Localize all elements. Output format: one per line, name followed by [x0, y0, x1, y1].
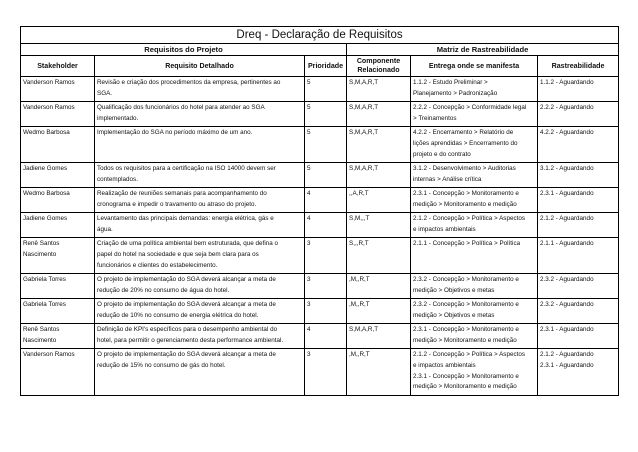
cell-entrega	[411, 102, 538, 127]
requisito-line: cronograma e impedir o travamento ou atraso do projeto.	[97, 200, 257, 208]
requisito-line: redução de 20% no consumo de água do hotel.	[97, 286, 230, 294]
entrega-line: 2.3.1 - Concepção > Monitoramento e	[413, 372, 519, 380]
rastreabilidade-line: 2.1.1 - Aguardando	[540, 240, 594, 247]
cell-rastreabilidade	[538, 127, 619, 163]
entrega-line: 2.3.1 - Concepção > Monitoramento e	[413, 326, 519, 333]
stakeholder-line: Vanderson Ramos	[23, 351, 75, 358]
entrega-line: 2.1.2 - Concepção > Política > Aspectos	[413, 351, 526, 358]
entrega-line: 2.3.2 - Concepção > Monitoramento e	[413, 276, 519, 283]
cell-stakeholder	[21, 238, 95, 274]
cell-rastreabilidade	[538, 324, 619, 349]
cell-stakeholder	[21, 349, 95, 396]
entrega-line: internas > Análise crítica	[413, 175, 482, 183]
cell-prioridade: 3	[305, 238, 347, 274]
cell-rastreabilidade	[538, 188, 619, 213]
entrega-line: lições aprendidas > Encerramento do	[413, 139, 518, 147]
table-row	[21, 238, 619, 274]
group-header-requisitos: Requisitos do Projeto	[21, 44, 347, 56]
cell-prioridade: 3	[305, 299, 347, 324]
cell-prioridade: 5	[305, 77, 347, 102]
cell-requisito	[95, 163, 305, 188]
table-row	[21, 102, 619, 127]
cell-componente: S,,,R,T	[347, 238, 411, 274]
cell-entrega	[411, 163, 538, 188]
cell-prioridade: 5	[305, 102, 347, 127]
cell-requisito	[95, 77, 305, 102]
stakeholder-line: Gabriela Torres	[23, 301, 66, 308]
cell-stakeholder	[21, 102, 95, 127]
stakeholder-line: Jadiene Gomes	[23, 215, 68, 222]
cell-rastreabilidade	[538, 102, 619, 127]
cell-entrega	[411, 324, 538, 349]
stakeholder-line: Vanderson Ramos	[23, 104, 75, 111]
requisito-line: Criação de uma política ambiental bem estruturada, que defina o	[97, 240, 278, 247]
cell-componente: ,M,,R,T	[347, 349, 411, 396]
stakeholder-line: Vanderson Ramos	[23, 79, 75, 86]
cell-componente: S,M,A,R,T	[347, 324, 411, 349]
cell-entrega	[411, 127, 538, 163]
cell-stakeholder	[21, 324, 95, 349]
rastreabilidade-line: 2.3.2 - Aguardando	[540, 301, 594, 308]
cell-stakeholder	[21, 274, 95, 299]
stakeholder-line: Wedmo Barbosa	[23, 129, 70, 136]
entrega-line: medição > Monitoramento e medição	[413, 383, 517, 391]
cell-stakeholder	[21, 163, 95, 188]
rastreabilidade-line: 3.1.2 - Aguardando	[540, 165, 594, 172]
cell-prioridade: 5	[305, 127, 347, 163]
cell-requisito	[95, 274, 305, 299]
requisito-line: redução de 10% no consumo de energia elétrica do hotel.	[97, 311, 259, 319]
entrega-line: 3.1.2 - Desenvolvimento > Auditorias	[413, 165, 516, 172]
rastreabilidade-line: 2.3.1 - Aguardando	[540, 361, 594, 369]
table-row	[21, 77, 619, 102]
requisito-line: O projeto de implementação do SGA deverá alcançar a meta de	[97, 276, 276, 283]
requisito-line: SGA.	[97, 89, 113, 97]
stakeholder-line: Gabriela Torres	[23, 276, 66, 283]
cell-prioridade: 3	[305, 274, 347, 299]
requisito-line: Realização de reuniões semanais para acompanhamento do	[97, 190, 267, 197]
cell-requisito	[95, 102, 305, 127]
table-row	[21, 299, 619, 324]
entrega-line: 2.3.1 - Concepção > Monitoramento e	[413, 190, 519, 197]
cell-prioridade: 3	[305, 349, 347, 396]
col-header-componente	[347, 56, 411, 77]
col-header-componente-line: Relacionado	[357, 66, 400, 74]
table-row	[21, 188, 619, 213]
cell-requisito	[95, 349, 305, 396]
cell-rastreabilidade	[538, 299, 619, 324]
col-header-rastreabilidade: Rastreabilidade	[538, 56, 619, 77]
cell-stakeholder	[21, 127, 95, 163]
cell-stakeholder	[21, 77, 95, 102]
requirements-sheet	[20, 26, 618, 396]
entrega-line: e impactos ambientais	[413, 361, 476, 369]
cell-componente: ,M,,R,T	[347, 299, 411, 324]
cell-rastreabilidade	[538, 213, 619, 238]
entrega-line: 2.3.2 - Concepção > Monitoramento e	[413, 301, 519, 308]
rastreabilidade-line: 2.1.2 - Aguardando	[540, 215, 594, 222]
requisito-line: água.	[97, 225, 113, 233]
table-row	[21, 163, 619, 188]
requisito-line: papel do hotel na sociedade e que seja bem clara para os	[97, 250, 259, 258]
cell-entrega	[411, 238, 538, 274]
entrega-line: Planejamento > Padronização	[413, 89, 498, 97]
stakeholder-line: Nascimento	[23, 250, 57, 258]
stakeholder-line: Wedmo Barbosa	[23, 190, 70, 197]
entrega-line: 1.1.2 - Estudo Preliminar >	[413, 79, 488, 86]
cell-entrega	[411, 213, 538, 238]
cell-entrega	[411, 274, 538, 299]
cell-rastreabilidade	[538, 238, 619, 274]
cell-rastreabilidade	[538, 349, 619, 396]
entrega-line: medição > Objetivos e metas	[413, 311, 495, 319]
cell-componente: S,M,A,R,T	[347, 77, 411, 102]
requisito-line: Implementação do SGA no período máximo de um ano.	[97, 129, 253, 136]
rastreabilidade-line: 2.3.1 - Aguardando	[540, 190, 594, 197]
cell-rastreabilidade	[538, 163, 619, 188]
cell-entrega	[411, 188, 538, 213]
cell-rastreabilidade	[538, 274, 619, 299]
col-header-stakeholder: Stakeholder	[21, 56, 95, 77]
cell-componente: S,M,A,R,T	[347, 127, 411, 163]
cell-requisito	[95, 238, 305, 274]
requisito-line: Revisão e criação dos procedimentos da empresa, pertinentes ao	[97, 79, 281, 86]
cell-requisito	[95, 324, 305, 349]
rastreabilidade-line: 1.1.2 - Aguardando	[540, 79, 594, 86]
col-header-requisito: Requisito Detalhado	[95, 56, 305, 77]
entrega-line: 2.1.1 - Concepção > Política > Política	[413, 240, 521, 247]
cell-stakeholder	[21, 188, 95, 213]
cell-requisito	[95, 188, 305, 213]
cell-requisito	[95, 299, 305, 324]
table-row	[21, 274, 619, 299]
rastreabilidade-line: 4.2.2 - Aguardando	[540, 129, 594, 136]
requisito-line: contemplados.	[97, 175, 138, 183]
entrega-line: e impactos ambientais	[413, 225, 476, 233]
rastreabilidade-line: 2.1.2 - Aguardando	[540, 351, 594, 358]
rastreabilidade-line: 2.3.1 - Aguardando	[540, 326, 594, 333]
requirements-table	[20, 26, 619, 396]
requisito-line: Definição de KPI's específicos para o desempenho ambiental do	[97, 326, 278, 333]
cell-stakeholder	[21, 299, 95, 324]
document-title: Dreq - Declaração de Requisitos	[21, 27, 619, 44]
cell-componente: S,M,A,R,T	[347, 163, 411, 188]
group-header-matriz: Matriz de Rastreabilidade	[347, 44, 619, 56]
cell-requisito	[95, 127, 305, 163]
cell-stakeholder	[21, 213, 95, 238]
requisito-line: hotel, para permitir o gerenciamento desta performance ambiental.	[97, 336, 284, 344]
cell-entrega	[411, 299, 538, 324]
entrega-line: projeto e do contrato	[413, 150, 471, 158]
entrega-line: medição > Monitoramento e medição	[413, 336, 517, 344]
cell-componente: S,M,A,R,T	[347, 102, 411, 127]
requisito-line: redução de 15% no consumo de gás do hotel.	[97, 361, 226, 369]
cell-prioridade: 4	[305, 213, 347, 238]
col-header-prioridade: Prioridade	[305, 56, 347, 77]
cell-entrega	[411, 77, 538, 102]
requisito-line: Todos os requisitos para a certificação na ISO 14000 devem ser	[97, 165, 276, 172]
table-row	[21, 127, 619, 163]
entrega-line: medição > Objetivos e metas	[413, 286, 495, 294]
requisito-line: funcionários e clientes do estabelecimento.	[97, 261, 218, 269]
cell-prioridade: 4	[305, 188, 347, 213]
stakeholder-line: Renê Santos	[23, 326, 60, 333]
cell-componente: S,M,,,T	[347, 213, 411, 238]
cell-requisito	[95, 213, 305, 238]
stakeholder-line: Nascimento	[23, 336, 57, 344]
stakeholder-line: Renê Santos	[23, 240, 60, 247]
rastreabilidade-line: 2.2.2 - Aguardando	[540, 104, 594, 111]
table-body	[21, 77, 619, 396]
table-row	[21, 213, 619, 238]
entrega-line: 4.2.2 - Encerramento > Relatório de	[413, 129, 514, 136]
cell-rastreabilidade	[538, 77, 619, 102]
cell-entrega	[411, 349, 538, 396]
cell-prioridade: 5	[305, 163, 347, 188]
col-header-componente-line: Componente	[356, 57, 401, 65]
entrega-line: 2.2.2 - Concepção > Conformidade legal	[413, 104, 527, 111]
requisito-line: Qualificação dos funcionários do hotel para atender ao SGA	[97, 104, 265, 111]
table-row	[21, 324, 619, 349]
cell-prioridade: 4	[305, 324, 347, 349]
entrega-line: 2.1.2 - Concepção > Política > Aspectos	[413, 215, 526, 222]
requisito-line: Levantamento das principais demandas: energia elétrica, gás e	[97, 215, 274, 222]
rastreabilidade-line: 2.3.2 - Aguardando	[540, 276, 594, 283]
table-row	[21, 349, 619, 396]
cell-componente: ,M,,R,T	[347, 274, 411, 299]
stakeholder-line: Jadiene Gomes	[23, 165, 68, 172]
col-header-entrega: Entrega onde se manifesta	[411, 56, 538, 77]
entrega-line: medição > Monitoramento e medição	[413, 200, 517, 208]
requisito-line: O projeto de implementação do SGA deverá alcançar a meta de	[97, 301, 276, 308]
entrega-line: > Treinamentos	[413, 114, 457, 122]
requisito-line: O projeto de implementação do SGA deverá alcançar a meta de	[97, 351, 276, 358]
requisito-line: implementado.	[97, 114, 139, 122]
cell-componente: ,,A,R,T	[347, 188, 411, 213]
